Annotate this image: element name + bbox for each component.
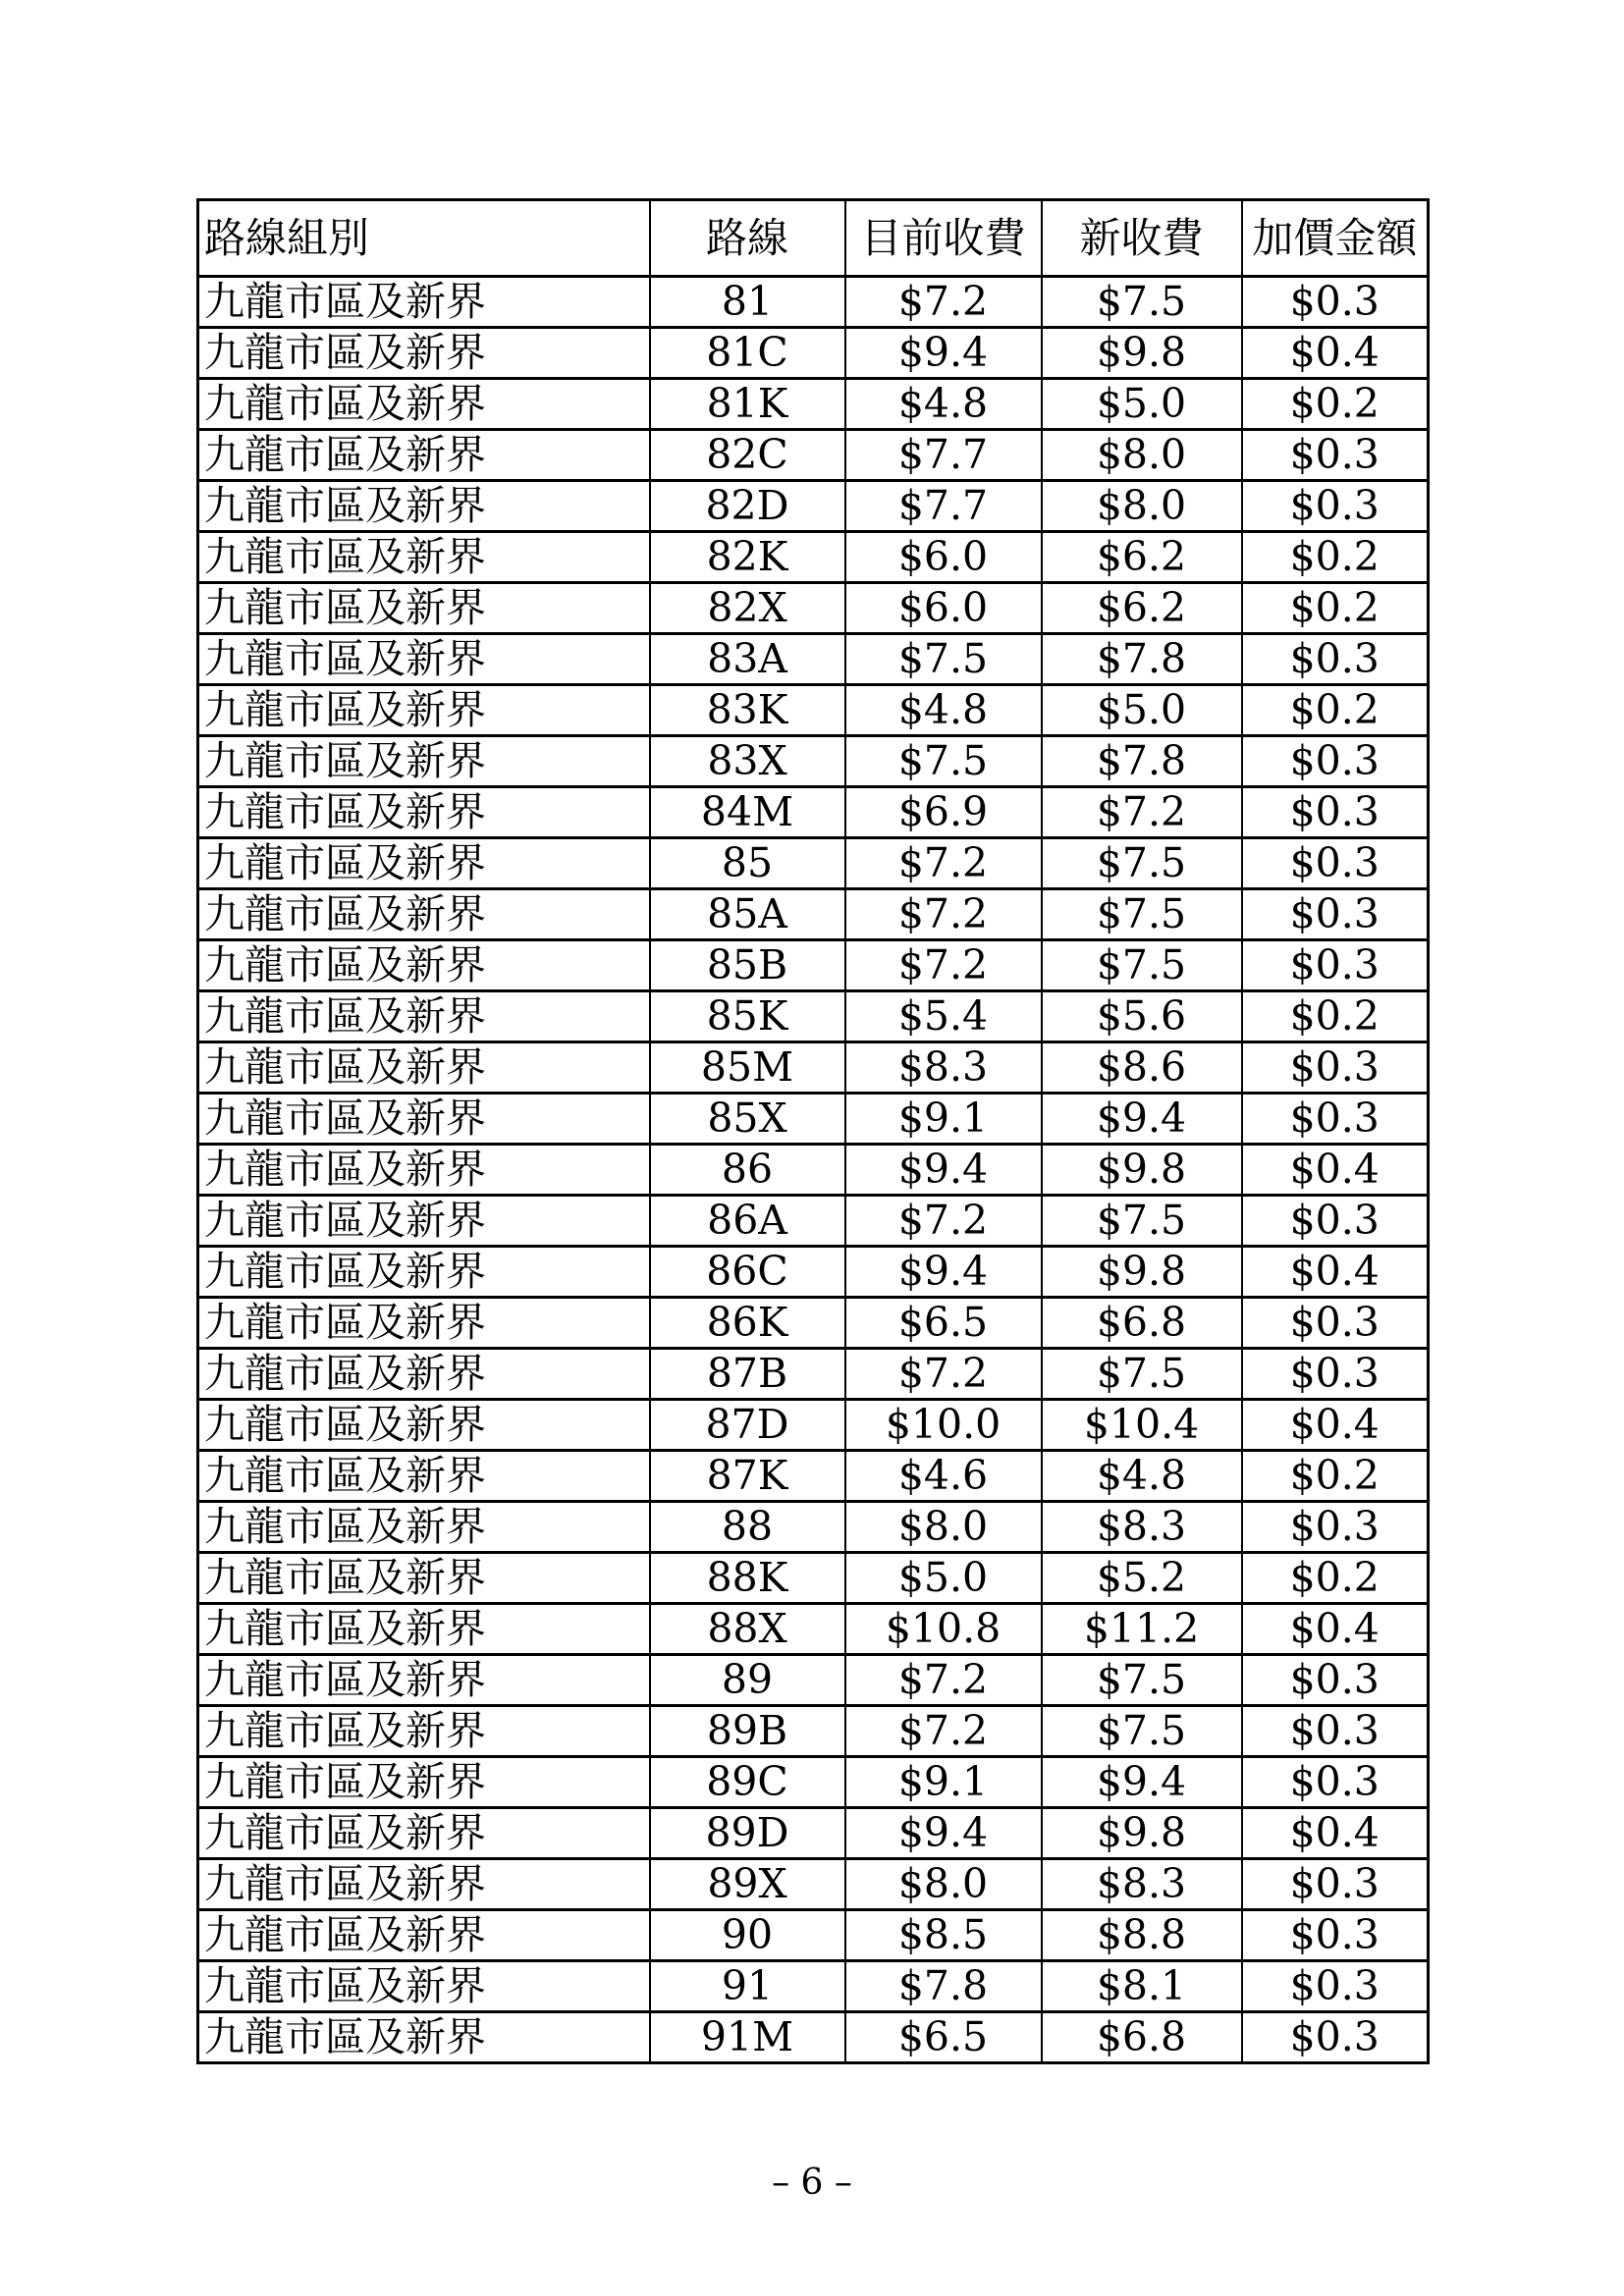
increase-amount-cell: $0.3 [1242,1655,1429,1706]
route-cell: 89X [650,1859,845,1910]
header-route-group: 路線組別 [198,200,650,277]
new-fare-cell: $8.0 [1042,481,1242,532]
route-group-cell: 九龍市區及新界 [198,1910,650,1961]
current-fare-cell: $8.0 [845,1859,1042,1910]
route-group-cell: 九龍市區及新界 [198,1247,650,1298]
new-fare-cell: $6.8 [1042,1298,1242,1349]
route-cell: 89C [650,1757,845,1808]
increase-amount-cell: $0.3 [1242,2012,1429,2063]
table-row [198,1655,1429,1706]
new-fare-cell: $8.0 [1042,430,1242,481]
increase-amount-cell: $0.4 [1242,1400,1429,1451]
table-row [198,2012,1429,2063]
route-cell: 88K [650,1553,845,1604]
route-cell: 91 [650,1961,845,2012]
increase-amount-cell: $0.3 [1242,1502,1429,1553]
route-cell: 85B [650,940,845,991]
route-cell: 86 [650,1145,845,1196]
route-group-cell: 九龍市區及新界 [198,1604,650,1655]
current-fare-cell: $8.5 [845,1910,1042,1961]
fare-table-body [198,277,1429,2063]
route-group-cell: 九龍市區及新界 [198,1145,650,1196]
current-fare-cell: $10.8 [845,1604,1042,1655]
current-fare-cell: $4.6 [845,1451,1042,1502]
increase-amount-cell: $0.3 [1242,838,1429,889]
increase-amount-cell: $0.3 [1242,1196,1429,1247]
table-row [198,1196,1429,1247]
current-fare-cell: $7.7 [845,430,1042,481]
route-cell: 86C [650,1247,845,1298]
new-fare-cell: $7.5 [1042,277,1242,328]
route-cell: 90 [650,1910,845,1961]
current-fare-cell: $9.1 [845,1757,1042,1808]
new-fare-cell: $5.6 [1042,991,1242,1042]
route-group-cell: 九龍市區及新界 [198,1706,650,1757]
current-fare-cell: $7.2 [845,838,1042,889]
increase-amount-cell: $0.3 [1242,634,1429,685]
increase-amount-cell: $0.3 [1242,277,1429,328]
route-group-cell: 九龍市區及新界 [198,889,650,940]
route-group-cell: 九龍市區及新界 [198,1502,650,1553]
table-row [198,1502,1429,1553]
table-row [198,1247,1429,1298]
header-new-fare: 新收費 [1042,200,1242,277]
route-group-cell: 九龍市區及新界 [198,1808,650,1859]
new-fare-cell: $5.0 [1042,379,1242,430]
current-fare-cell: $9.4 [845,1145,1042,1196]
increase-amount-cell: $0.3 [1242,1910,1429,1961]
route-group-cell: 九龍市區及新界 [198,583,650,634]
increase-amount-cell: $0.3 [1242,1859,1429,1910]
table-row [198,1298,1429,1349]
route-cell: 81C [650,328,845,379]
new-fare-cell: $7.8 [1042,634,1242,685]
new-fare-cell: $8.6 [1042,1042,1242,1094]
table-row [198,940,1429,991]
route-group-cell: 九龍市區及新界 [198,1655,650,1706]
route-group-cell: 九龍市區及新界 [198,736,650,787]
current-fare-cell: $8.0 [845,1502,1042,1553]
route-group-cell: 九龍市區及新界 [198,787,650,838]
current-fare-cell: $8.3 [845,1042,1042,1094]
increase-amount-cell: $0.3 [1242,1961,1429,2012]
increase-amount-cell: $0.3 [1242,1757,1429,1808]
current-fare-cell: $7.2 [845,1349,1042,1400]
increase-amount-cell: $0.4 [1242,1604,1429,1655]
route-cell: 83K [650,685,845,736]
route-cell: 81K [650,379,845,430]
new-fare-cell: $9.8 [1042,1247,1242,1298]
new-fare-cell: $8.1 [1042,1961,1242,2012]
new-fare-cell: $9.8 [1042,1808,1242,1859]
current-fare-cell: $6.5 [845,1298,1042,1349]
current-fare-cell: $10.0 [845,1400,1042,1451]
route-cell: 88 [650,1502,845,1553]
route-group-cell: 九龍市區及新界 [198,1298,650,1349]
new-fare-cell: $7.5 [1042,1655,1242,1706]
increase-amount-cell: $0.4 [1242,1808,1429,1859]
increase-amount-cell: $0.3 [1242,787,1429,838]
header-route: 路線 [650,200,845,277]
header-current-fare: 目前收費 [845,200,1042,277]
current-fare-cell: $9.4 [845,1247,1042,1298]
current-fare-cell: $7.8 [845,1961,1042,2012]
table-row [198,379,1429,430]
route-group-cell: 九龍市區及新界 [198,328,650,379]
table-row [198,328,1429,379]
new-fare-cell: $9.4 [1042,1094,1242,1145]
table-row [198,1859,1429,1910]
route-cell: 88X [650,1604,845,1655]
current-fare-cell: $7.2 [845,1196,1042,1247]
new-fare-cell: $8.3 [1042,1859,1242,1910]
increase-amount-cell: $0.3 [1242,1298,1429,1349]
route-group-cell: 九龍市區及新界 [198,685,650,736]
route-cell: 82X [650,583,845,634]
route-group-cell: 九龍市區及新界 [198,634,650,685]
route-cell: 89D [650,1808,845,1859]
route-cell: 81 [650,277,845,328]
new-fare-cell: $9.4 [1042,1757,1242,1808]
table-row [198,991,1429,1042]
route-group-cell: 九龍市區及新界 [198,1961,650,2012]
route-cell: 87K [650,1451,845,1502]
new-fare-cell: $9.8 [1042,1145,1242,1196]
route-group-cell: 九龍市區及新界 [198,991,650,1042]
new-fare-cell: $9.8 [1042,328,1242,379]
route-cell: 85 [650,838,845,889]
new-fare-cell: $8.3 [1042,1502,1242,1553]
route-group-cell: 九龍市區及新界 [198,1400,650,1451]
increase-amount-cell: $0.3 [1242,940,1429,991]
new-fare-cell: $7.2 [1042,787,1242,838]
increase-amount-cell: $0.3 [1242,1349,1429,1400]
route-group-cell: 九龍市區及新界 [198,1196,650,1247]
table-row [198,430,1429,481]
table-row [198,1094,1429,1145]
new-fare-cell: $7.5 [1042,1706,1242,1757]
current-fare-cell: $7.2 [845,1706,1042,1757]
route-group-cell: 九龍市區及新界 [198,532,650,583]
route-cell: 82K [650,532,845,583]
increase-amount-cell: $0.2 [1242,991,1429,1042]
route-group-cell: 九龍市區及新界 [198,1451,650,1502]
current-fare-cell: $7.2 [845,1655,1042,1706]
new-fare-cell: $5.0 [1042,685,1242,736]
increase-amount-cell: $0.4 [1242,1145,1429,1196]
new-fare-cell: $7.5 [1042,1349,1242,1400]
current-fare-cell: $7.5 [845,736,1042,787]
route-cell: 83X [650,736,845,787]
route-group-cell: 九龍市區及新界 [198,1757,650,1808]
new-fare-cell: $5.2 [1042,1553,1242,1604]
increase-amount-cell: $0.3 [1242,736,1429,787]
table-row [198,1451,1429,1502]
current-fare-cell: $6.0 [845,532,1042,583]
table-row [198,1349,1429,1400]
new-fare-cell: $4.8 [1042,1451,1242,1502]
route-group-cell: 九龍市區及新界 [198,481,650,532]
increase-amount-cell: $0.2 [1242,583,1429,634]
table-row [198,1910,1429,1961]
route-cell: 85A [650,889,845,940]
current-fare-cell: $4.8 [845,379,1042,430]
current-fare-cell: $5.0 [845,1553,1042,1604]
new-fare-cell: $7.5 [1042,889,1242,940]
table-row [198,1145,1429,1196]
table-row [198,583,1429,634]
new-fare-cell: $6.2 [1042,583,1242,634]
page-number: – 6 – [772,2163,852,2203]
header-increase-amount: 加價金額 [1242,200,1429,277]
route-cell: 87D [650,1400,845,1451]
current-fare-cell: $5.4 [845,991,1042,1042]
route-group-cell: 九龍市區及新界 [198,1553,650,1604]
route-cell: 86A [650,1196,845,1247]
route-cell: 83A [650,634,845,685]
route-group-cell: 九龍市區及新界 [198,1349,650,1400]
increase-amount-cell: $0.3 [1242,1042,1429,1094]
table-row [198,1808,1429,1859]
increase-amount-cell: $0.2 [1242,532,1429,583]
new-fare-cell: $7.5 [1042,1196,1242,1247]
current-fare-cell: $6.9 [845,787,1042,838]
increase-amount-cell: $0.2 [1242,685,1429,736]
new-fare-cell: $7.5 [1042,940,1242,991]
route-cell: 87B [650,1349,845,1400]
increase-amount-cell: $0.2 [1242,379,1429,430]
table-row [198,787,1429,838]
route-cell: 85M [650,1042,845,1094]
current-fare-cell: $9.4 [845,328,1042,379]
increase-amount-cell: $0.3 [1242,481,1429,532]
increase-amount-cell: $0.4 [1242,1247,1429,1298]
table-row [198,277,1429,328]
route-cell: 82D [650,481,845,532]
table-row [198,1400,1429,1451]
table-row [198,532,1429,583]
route-group-cell: 九龍市區及新界 [198,379,650,430]
table-row [198,634,1429,685]
current-fare-cell: $4.8 [845,685,1042,736]
route-group-cell: 九龍市區及新界 [198,277,650,328]
route-group-cell: 九龍市區及新界 [198,940,650,991]
increase-amount-cell: $0.3 [1242,889,1429,940]
table-row [198,1553,1429,1604]
table-row [198,481,1429,532]
route-cell: 91M [650,2012,845,2063]
table-row [198,736,1429,787]
new-fare-cell: $7.5 [1042,838,1242,889]
new-fare-cell: $11.2 [1042,1604,1242,1655]
table-row [198,889,1429,940]
table-row [198,685,1429,736]
new-fare-cell: $8.8 [1042,1910,1242,1961]
route-group-cell: 九龍市區及新界 [198,430,650,481]
current-fare-cell: $7.2 [845,940,1042,991]
route-group-cell: 九龍市區及新界 [198,1042,650,1094]
table-row [198,838,1429,889]
table-row [198,1961,1429,2012]
route-cell: 89 [650,1655,845,1706]
current-fare-cell: $6.5 [845,2012,1042,2063]
route-cell: 85X [650,1094,845,1145]
new-fare-cell: $6.8 [1042,2012,1242,2063]
route-cell: 86K [650,1298,845,1349]
route-group-cell: 九龍市區及新界 [198,1859,650,1910]
route-cell: 89B [650,1706,845,1757]
current-fare-cell: $7.2 [845,889,1042,940]
current-fare-cell: $9.1 [845,1094,1042,1145]
table-row [198,1706,1429,1757]
route-cell: 85K [650,991,845,1042]
increase-amount-cell: $0.3 [1242,430,1429,481]
increase-amount-cell: $0.3 [1242,1706,1429,1757]
current-fare-cell: $7.7 [845,481,1042,532]
increase-amount-cell: $0.2 [1242,1553,1429,1604]
route-group-cell: 九龍市區及新界 [198,2012,650,2063]
header-row [198,200,1429,277]
new-fare-cell: $7.8 [1042,736,1242,787]
route-group-cell: 九龍市區及新界 [198,1094,650,1145]
increase-amount-cell: $0.4 [1242,328,1429,379]
table-row [198,1604,1429,1655]
current-fare-cell: $7.2 [845,277,1042,328]
current-fare-cell: $7.5 [845,634,1042,685]
route-cell: 82C [650,430,845,481]
table-row [198,1757,1429,1808]
fare-table [196,198,1430,2064]
current-fare-cell: $9.4 [845,1808,1042,1859]
current-fare-cell: $6.0 [845,583,1042,634]
table-row [198,1042,1429,1094]
new-fare-cell: $10.4 [1042,1400,1242,1451]
increase-amount-cell: $0.3 [1242,1094,1429,1145]
increase-amount-cell: $0.2 [1242,1451,1429,1502]
route-cell: 84M [650,787,845,838]
new-fare-cell: $6.2 [1042,532,1242,583]
route-group-cell: 九龍市區及新界 [198,838,650,889]
